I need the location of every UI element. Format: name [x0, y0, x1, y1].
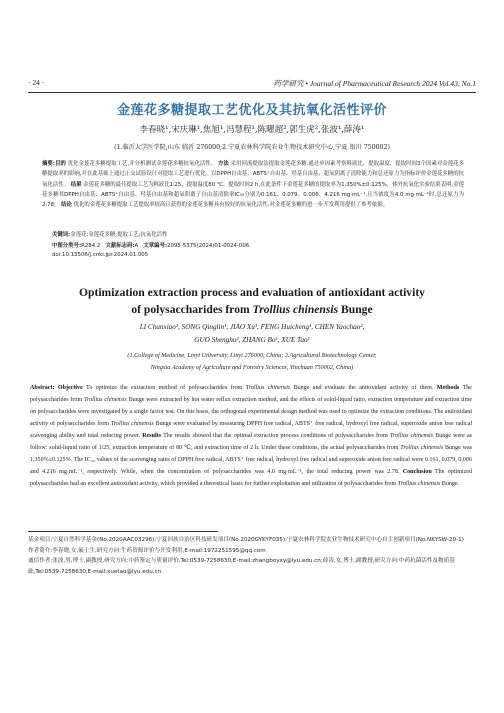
- abstract-method-text: 采用回流提取法提取金莲花多糖,通过单因素考察料液比、提取温度、提取时间3个因素对金莲花多糖提取率的影响,并在此基础上通过正交试验设计对提取工艺进行优化。以DPPH自由基、ABTS⁺自由基、羟基自由基、超氧阴离子清除能力和总还原力为指标评价金莲花多糖的抗氧化活性。: [42, 161, 465, 188]
- abstract-method-label: 方法: [217, 161, 229, 167]
- english-authors-line2: GUO Shenghu², ZHANG Bo¹, XUE Tao¹: [194, 336, 310, 344]
- en-methods-label: Methods: [436, 385, 460, 391]
- keywords-text: 金莲花;金莲花多糖;提取工艺;抗氧化活性: [70, 232, 168, 238]
- article-number-label: 文章编号:: [143, 243, 168, 249]
- chinese-authors: 李春晓¹,宋庆琳¹,焦旭¹,冯慧程¹,陈曜超²,郭生虎²,张波¹,薛涛¹: [139, 125, 365, 135]
- header-rule: [28, 92, 476, 93]
- keywords-label: 关键词:: [52, 232, 71, 238]
- author-bio-footnote: 作者简介:李春晓,女,硕士生,研究方向:生药资源评价与开发利用,E-mail:1972251595@qq.com: [28, 547, 266, 554]
- english-affiliation-line1: (1.College of Medicine, Linyi University, Linyi 276000, China; 2.Agricultural Biotechnology Center,: [127, 352, 377, 359]
- clc-value: R284.2: [81, 243, 101, 249]
- corresponding-author-footnote: 通信作者:张波,男,博士,副教授,研究方向:中药鉴定与质量评价,Tel:0539-7258630,E-mail:zhangboyxy@lyu.edu.cn;薛涛,女,博士,副教授,研究方向:中药抗菌活性及物质基础,Tel:0539-7258630,E-mail:xuetao@lyu.edu.cn: [28, 558, 455, 575]
- doc-code-label: 文献标志码:: [105, 243, 135, 249]
- english-affiliation: [0, 350, 504, 374]
- doi-line: doi:10.13506/j.cnki.jpr.2024.01.005: [52, 252, 149, 258]
- footnotes: [28, 535, 476, 577]
- en-conclusion-label: Conclusion: [402, 468, 432, 475]
- running-header: [28, 78, 476, 92]
- english-authors-line1: LI Chunxiao¹, SONG Qinglin¹, JIAO Xu¹, FENG Huicheng¹, CHEN Yaochao²,: [139, 323, 365, 331]
- english-authors: [0, 321, 504, 347]
- chinese-title: 金莲花多糖提取工艺优化及其抗氧化活性评价: [116, 103, 387, 118]
- page-number: · 24 ·: [28, 78, 45, 87]
- abstract-conclusion-label: 结论: [61, 202, 72, 209]
- funding-footnote: 基金项目:宁夏自然科学基金(No.2020AAC03296);宁夏回族自治区科技研发项目(No.2020GYKYF035);宁夏农林科学院农业生物技术研究中心自主创新项目(No.NKYSW-20-1): [28, 537, 464, 543]
- abstract-result-text: 金莲花多糖的最佳提取工艺为料液比1∶25、提取温度80 ℃、提取时间2 h,在此条件下金莲花多糖的提取率为1.350%±0.125%。体外抗氧化实验结果表明,金莲花多糖其DPPH自由基、ABTS⁺自由基、羟基自由基和超氧阴离子自由基清除率IC₅₀分别为0.161、0.079、0.006、4.216 mg·mL⁻¹,且当浓度为4.0 mg·mL⁻¹时,总还原力为2.78。: [42, 181, 464, 209]
- abstract-objective-text: 优化金莲花多糖提取工艺,并分析测试金莲花多糖抗氧化活性。: [67, 161, 217, 167]
- footnote-rule: [28, 531, 218, 532]
- english-affiliation-line2: Ningxia Academy of Agriculture and Forestry Sciences, Yinchuan 750002, China): [150, 364, 354, 371]
- abstract-objective-label: 摘要:目的: [42, 161, 66, 167]
- chinese-affiliation: (1.临沂大学医学院,山东 临沂 276000;2.宁夏农林科学院农业生物技术研究中心,宁夏 银川 750002): [114, 144, 390, 151]
- classification-line: [52, 241, 464, 249]
- journal-citation: 药学研究 • Journal of Pharmaceutical Research 2024 Vol.43, No.1: [273, 79, 476, 88]
- abstract-conclusion-text: 优化的金莲花多糖提取工艺提取率较高且获得的金莲花多糖具有较好的抗氧化活性,对金莲花多糖的进一步开发利用提供了参考依据。: [73, 202, 389, 209]
- english-title-line1: Optimization extraction process and evaluation of antioxidant activity: [79, 286, 425, 299]
- en-objective-label: Abstract: Objective: [30, 385, 83, 391]
- english-abstract: Abstract: Objective To optimize the extraction method of polysaccharides from Trollius chinensis Bunge and evaluate the antioxidant activity of them. Methods The polysaccharides from Trollius chinensis Bunge were extracted by hot water reflux extraction method, and the effects of solid-liquid ratio, extraction temperature and extraction time on polysaccharides were investigated by a single factor test. On this basis, the orthogonal experimental design method was used to optimize the extraction conditions. The antioxidant activity of polysaccharides from Trollius chinensis Bunge were evaluated by measuring DPPH free radical, ABTS⁺ free radical, hydroxyl free radical, superoxide anion free radical scavenging ability and total reducing power. Results The results showed that the optimal extraction process conditions of polysaccharides from Trollius chinensis Bunge were as follow: solid-liquid ratio of 1∶25, extraction temperature of 80 ℃, and extraction time of 2 h. Under these conditions, the actual polysaccharides from Trollius chinensis Bunge was 1.350%±0.125%. The IC₅₀ values of the scavenging rates of DPPH free radical, ABTS⁺ free radical, hydroxyl free radical and superoxide anion free radical were 0.161, 0.079, 0.006 and 4.216 mg·mL⁻¹, respectively. While, when the concentration of polysaccharides was 4.0 mg·mL⁻¹, the total reducing power was 2.78. Conclusion The optimized polysaccharides had an excellent antioxidant activity, which provided a theoretical basis for further exploitation and utilization of polysaccharides from Trollius chinensis Bunge.: [30, 385, 473, 487]
- clc-label: 中图分类号:: [52, 243, 82, 249]
- species-name: Trollius chinensis: [252, 303, 339, 316]
- en-results-label: Results: [142, 432, 162, 439]
- english-title: [0, 284, 504, 318]
- article-number-value: 2095-5375(2024)01-0024-006: [167, 243, 250, 249]
- doc-code-value: A: [134, 243, 139, 249]
- chinese-abstract: [42, 159, 464, 210]
- chinese-keywords: [52, 230, 464, 238]
- abstract-result-label: 结果: [70, 181, 82, 188]
- english-title-line2: of polysaccharides from Trollius chinensis Bunge: [131, 303, 373, 316]
